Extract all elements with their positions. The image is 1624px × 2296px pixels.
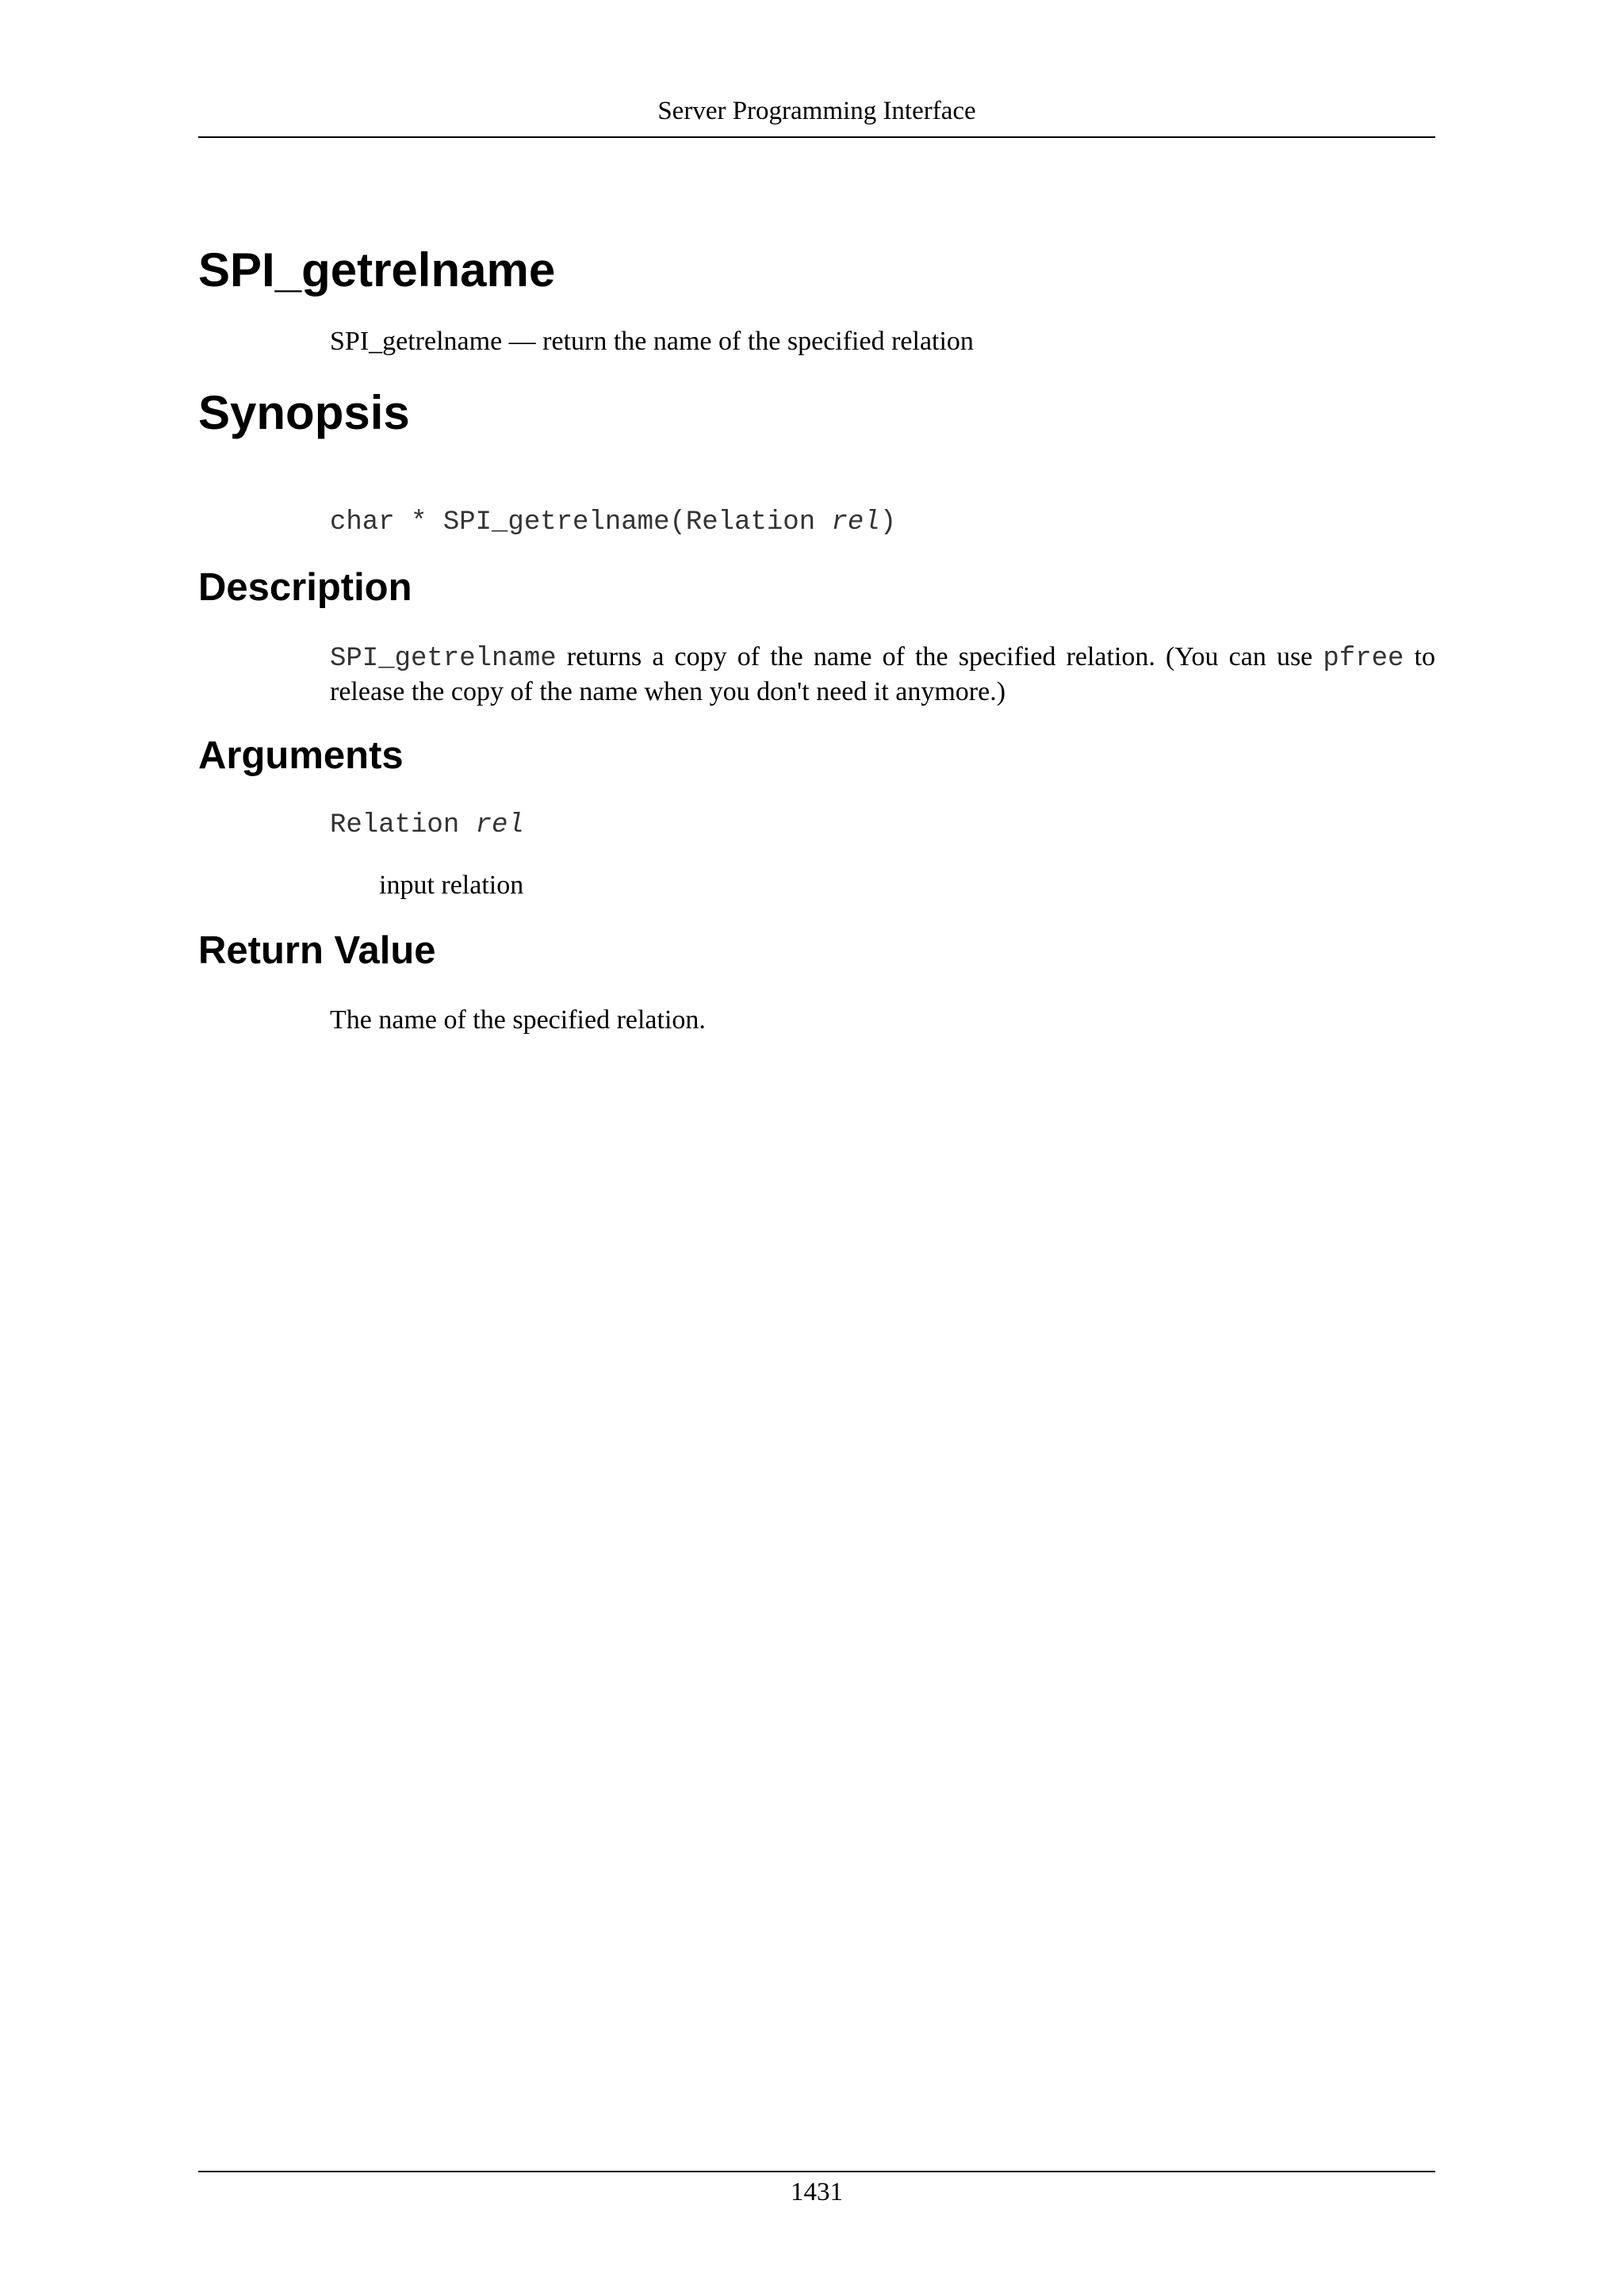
- argument-definition: input relation: [379, 871, 524, 900]
- argument-term: [330, 809, 524, 842]
- footer-rule: [198, 2171, 1435, 2172]
- description-text-part2: to release the copy of the name when you don't need it anymore.): [330, 642, 1435, 706]
- signature-param: rel: [831, 507, 880, 538]
- argument-name: rel: [475, 810, 524, 840]
- synopsis-heading: Synopsis: [198, 386, 410, 439]
- header-rule: [198, 136, 1435, 138]
- description-func-name: SPI_getrelname: [330, 644, 557, 674]
- refentry-purpose: SPI_getrelname — return the name of the specified relation: [330, 327, 974, 356]
- signature-prefix: char * SPI_getrelname(Relation: [330, 507, 832, 538]
- synopsis-signature: [330, 504, 1435, 539]
- page-number: 1431: [791, 2178, 843, 2206]
- signature-suffix: ): [879, 507, 897, 538]
- description-heading: Description: [198, 566, 412, 609]
- argument-type: Relation: [330, 810, 476, 840]
- page-title: SPI_getrelname: [198, 243, 556, 297]
- return-value-text: The name of the specified relation.: [330, 1005, 706, 1035]
- description-text-part1: returns a copy of the name of the specified relation. (You can use: [556, 642, 1323, 672]
- running-header: Server Programming Interface: [657, 97, 976, 125]
- description-pfree: pfree: [1323, 644, 1404, 674]
- return-value-heading: Return Value: [198, 929, 436, 972]
- description-text: [330, 641, 1435, 709]
- arguments-heading: Arguments: [198, 734, 404, 777]
